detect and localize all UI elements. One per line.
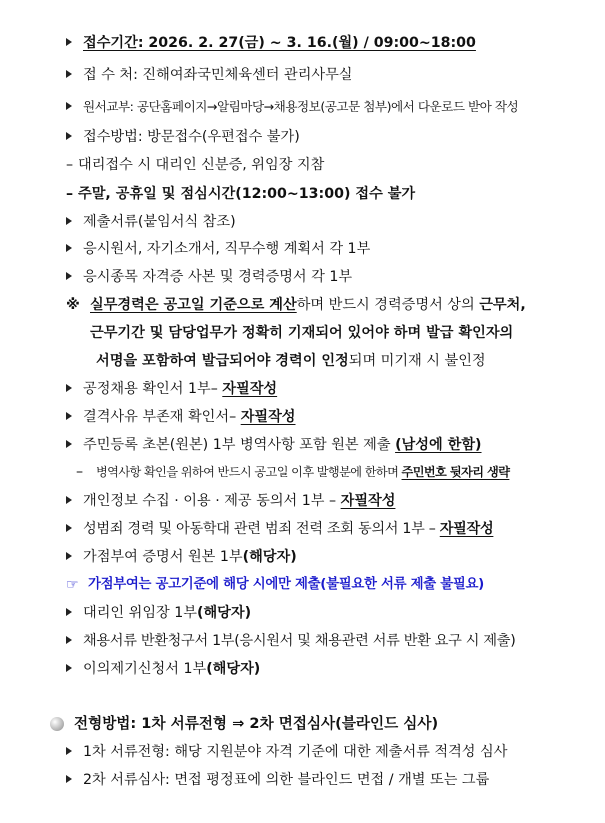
item-text (96, 462, 509, 482)
item-text (83, 97, 518, 117)
bullet-triangle-icon (66, 664, 72, 672)
text-run: 원서교부: 공단홈페이지→알림마당→채용정보(공고문 첨부)에서 다운로드 받아 작성 (83, 99, 519, 114)
bullet-triangle-icon (66, 70, 72, 78)
text-run: 근무기간 및 담당업무가 정확히 기재되어 있어야 하며 발급 확인자의 (90, 325, 514, 341)
text-run: (해당자) (206, 661, 261, 677)
bullet-triangle-icon (66, 636, 72, 644)
text-run: 자필작성 (340, 493, 396, 509)
text-run: 2차 서류심사: 면접 평정표에 의한 블라인드 면접 / 개별 또는 그룹 (83, 772, 490, 788)
bullet-triangle-icon (66, 244, 72, 252)
text-run: 하며 반드시 경력증명서 상의 (296, 297, 480, 313)
text-run: 이의제기신청서 1부 (83, 661, 207, 677)
bullet-triangle-icon (66, 608, 72, 616)
bullet-triangle-icon (66, 524, 72, 532)
text-run: 성범죄 경력 및 아동학대 관련 범죄 전력 조회 동의서 1부 – (83, 521, 440, 537)
bullet-triangle-icon (66, 440, 72, 448)
item-text (83, 239, 370, 259)
bullet-triangle-icon (66, 272, 72, 280)
text-run: 결격사유 부존재 확인서– (83, 409, 241, 425)
text-run: 제출서류(붙임서식 참조) (83, 214, 236, 230)
item-text (83, 407, 296, 427)
bullet-triangle-icon (66, 412, 72, 420)
item-text (83, 519, 493, 539)
item-text (83, 770, 489, 790)
item-text (78, 184, 415, 204)
item-text (83, 491, 395, 511)
text-run: 자필작성 (222, 381, 278, 397)
text-run: 대리접수 시 대리인 신분증, 위임장 지참 (78, 157, 325, 173)
text-run: 채용서류 반환청구서 1부(응시원서 및 채용관련 서류 반환 요구 시 제출) (83, 633, 516, 649)
note-text (90, 323, 513, 343)
text-run: 주말, 공휴일 및 점심시간(12:00~13:00) 접수 불가 (78, 186, 416, 202)
dash-mark: – (76, 464, 84, 480)
bullet-triangle-icon (66, 102, 72, 110)
note-text (96, 351, 486, 371)
item-text (83, 127, 300, 147)
text-run: 주민번호 뒷자리 생략 (401, 465, 510, 479)
bullet-triangle-icon (66, 132, 72, 140)
text-run: 응시종목 자격증 사본 및 경력증명서 각 1부 (83, 269, 353, 285)
bullet-triangle-icon (66, 217, 72, 225)
item-text (78, 155, 324, 175)
text-run: 실무경력은 공고일 기준으로 계산 (90, 297, 297, 313)
text-run: 근무처, (479, 297, 526, 313)
text-run: 대리인 위임장 1부 (83, 605, 197, 621)
bullet-triangle-icon (66, 552, 72, 560)
text-run: 개인정보 수집 · 이용 · 제공 동의서 1부 – (83, 493, 341, 509)
pointing-hand-icon: ☞ (66, 577, 79, 593)
text-run: 서명을 포함하여 발급되어야 경력이 인정 (96, 353, 349, 369)
text-run: 공정채용 확인서 1부– (83, 381, 223, 397)
item-text (83, 659, 260, 679)
item-text (83, 267, 352, 287)
bullet-triangle-icon (66, 384, 72, 392)
dash-mark: – (66, 186, 74, 202)
item-text (83, 603, 251, 623)
text-run: 주민등록 초본(원본) 1부 병역사항 포함 원본 제출 (83, 437, 396, 453)
item-text (83, 435, 482, 455)
text-run: 1차 서류전형: 해당 지원분야 자격 기준에 대한 제출서류 적격성 심사 (83, 744, 508, 760)
text-run: 자필작성 (439, 521, 494, 537)
text-run: 가점부여 증명서 원본 1부 (83, 549, 243, 565)
dash-mark: – (66, 157, 74, 173)
item-text (83, 547, 297, 567)
text-run: 병역사항 확인을 위하여 반드시 공고일 이후 발행분에 한하며 (96, 465, 402, 479)
item-text (88, 575, 484, 595)
text-run: 가점부여는 공고기준에 해당 시에만 제출(불필요한 서류 제출 불필요) (88, 577, 484, 592)
text-run: (해당자) (196, 605, 252, 621)
bullet-triangle-icon (66, 747, 72, 755)
section-title: 전형방법: 1차 서류전형 ⇒ 2차 면접심사(블라인드 심사) (74, 715, 439, 732)
text-run: 접수기간: 2026. 2. 27(금) ~ 3. 16.(월) / 09:00~18:00 (83, 35, 476, 51)
bullet-triangle-icon (66, 38, 72, 46)
bullet-triangle-icon (66, 775, 72, 783)
bullet-triangle-icon (66, 496, 72, 504)
text-run: (해당자) (242, 549, 297, 565)
section-circle-icon (50, 717, 64, 731)
item-text (83, 65, 353, 85)
item-text (83, 212, 236, 232)
reference-mark: ※ (66, 297, 80, 313)
text-run: 접 수 처: 진해여좌국민체육센터 관리사무실 (83, 67, 353, 83)
text-run: 접수방법: 방문접수(우편접수 불가) (83, 129, 300, 145)
item-text (83, 742, 507, 762)
note-text (90, 295, 526, 315)
item-text (83, 379, 277, 399)
item-text (83, 33, 476, 53)
text-run: 응시원서, 자기소개서, 직무수행 계획서 각 1부 (83, 241, 371, 257)
text-run: 되며 미기재 시 불인정 (348, 353, 486, 369)
text-run: 자필작성 (240, 409, 296, 425)
item-text (83, 631, 515, 651)
text-run: (남성에 한함) (395, 437, 482, 453)
